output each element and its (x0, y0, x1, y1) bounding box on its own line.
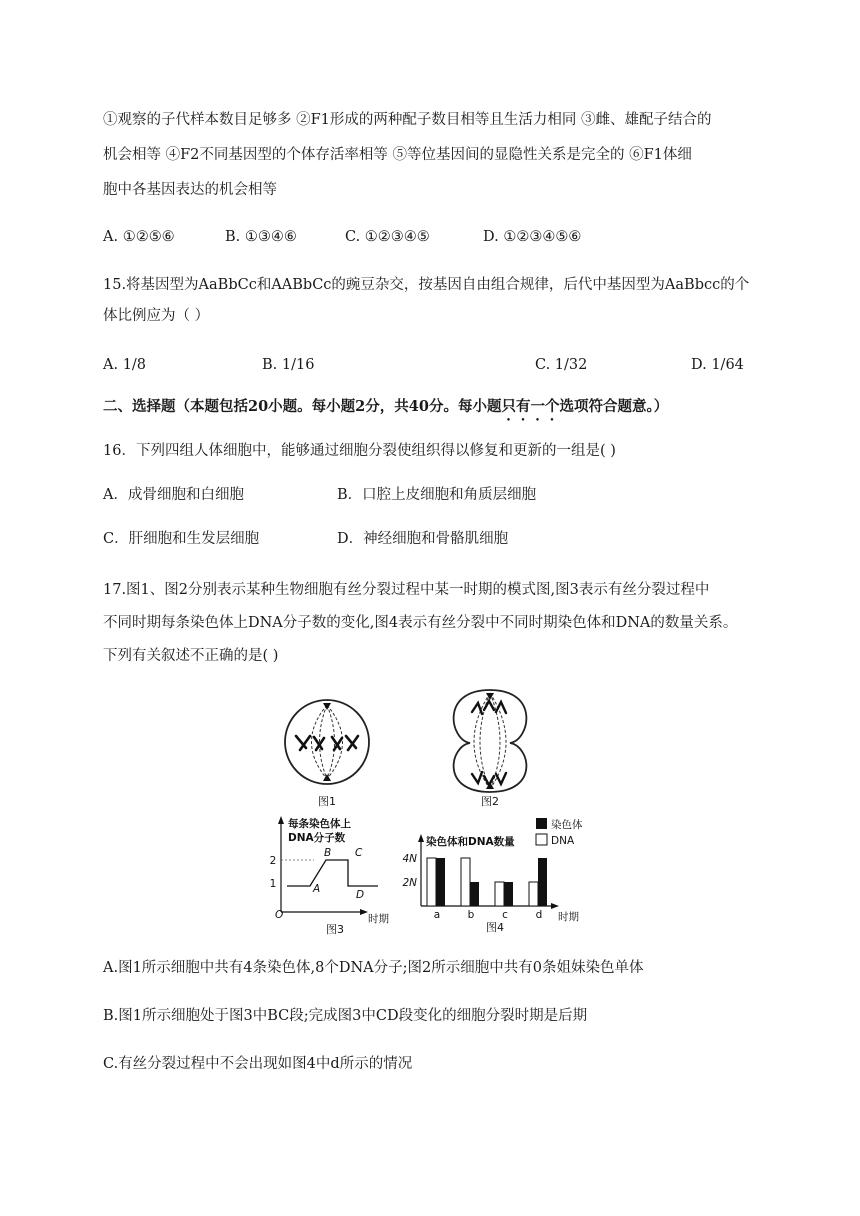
fig3-line (287, 860, 378, 886)
fig3-point-c: C (355, 847, 363, 859)
figure-1-cell (285, 700, 369, 784)
fig3-x-arrow (360, 909, 368, 915)
fig4-x-arrow (551, 903, 559, 909)
fig3-ylabel-1: 每条染色体上 (288, 818, 351, 830)
fig4-bar-dna-d (529, 882, 538, 906)
q16-option-a[interactable]: A．成骨细胞和白细胞 (103, 487, 244, 503)
q15-option-c[interactable]: C. 1/32 (535, 357, 588, 373)
q17-line-1: 17.图1、图2分别表示某种生物细胞有丝分裂过程中某一时期的模式图,图3表示有丝分裂过程中 (103, 582, 710, 598)
fig4-cat-b: b (467, 909, 475, 921)
q14-option-b[interactable]: B. ①③④⑥ (225, 229, 297, 245)
fig4-bar-dna-c (495, 882, 504, 906)
q16-option-c[interactable]: C．肝细胞和生发层细胞 (103, 531, 260, 547)
q17-line-2: 不同时期每条染色体上DNA分子数的变化,图4表示有丝分裂中不同时期染色体和DNA的数量关系。 (103, 615, 738, 631)
q15-option-b[interactable]: B. 1/16 (262, 357, 315, 373)
q17-option-b[interactable]: B.图1所示细胞处于图3中BC段;完成图3中CD段变化的细胞分裂时期是后期 (103, 1008, 588, 1024)
fig3-xlabel: 时期 (368, 913, 389, 925)
fig3-ylabel-2: DNA分子数 (288, 832, 346, 844)
fig3-y-arrow (278, 816, 284, 824)
fig3-point-d: D (356, 889, 365, 901)
section-heading-part-1: 二、选择题（本题包括20小题。每小题2分，共40分。每小题 (103, 398, 502, 415)
q17-option-c[interactable]: C.有丝分裂过程中不会出现如图4中d所示的情况 (103, 1056, 413, 1072)
section-heading-emphasis: 只有一个 (501, 398, 560, 415)
legend-chromosome-swatch (536, 818, 547, 829)
fig3-caption: 图3 (326, 923, 344, 936)
fig3-point-b: B (324, 847, 332, 859)
q14-line-1: ①观察的子代样本数目足够多 ②F1形成的两种配子数目相等且生活力相同 ③雌、雄配子结合的 (103, 112, 712, 128)
fig3-point-a: A (313, 883, 321, 895)
q15-line-2: 体比例应为（ ） (103, 308, 210, 324)
fig4-ytick-2n: 2N (402, 877, 417, 889)
q15-option-d[interactable]: D. 1/64 (691, 357, 744, 373)
legend-dna-label: DNA (551, 835, 575, 847)
fig3-tick-2: 2 (269, 855, 277, 867)
fig4-cat-d: d (535, 909, 543, 921)
fig3-tick-1: 1 (269, 878, 277, 890)
q14-line-2: 机会相等 ④F2不同基因型的个体存活率相等 ⑤等位基因间的显隐性关系是完全的 ⑥F1体细 (103, 147, 692, 163)
figure-3-chart (270, 816, 390, 936)
q14-option-c[interactable]: C. ①②③④⑤ (345, 229, 430, 245)
figure-2-cell (454, 690, 527, 792)
q15-option-a[interactable]: A. 1/8 (103, 357, 147, 373)
q16-stem: 16．下列四组人体细胞中，能够通过细胞分裂使组织得以修复和更新的一组是( ) (103, 443, 616, 459)
fig4-bar-dna-a (427, 858, 436, 906)
fig4-cat-a: a (433, 909, 441, 921)
fig4-y-arrow (418, 834, 424, 842)
fig4-bar-chromosome-a (436, 858, 445, 906)
section-heading-part-2: 选项符合题意。） (559, 398, 669, 415)
q16-option-d[interactable]: D．神经细胞和骨骼肌细胞 (337, 531, 509, 547)
fig3-origin: O (275, 909, 284, 921)
q16-option-b[interactable]: B．口腔上皮细胞和角质层细胞 (337, 487, 537, 503)
q14-option-a[interactable]: A. ①②⑤⑥ (103, 229, 175, 245)
fig4-title: 染色体和DNA数量 (426, 836, 515, 848)
figure-2-caption: 图2 (481, 795, 499, 808)
fig4-bar-dna-b (461, 858, 470, 906)
figure-1-caption: 图1 (318, 795, 336, 808)
figure-4-chart (402, 818, 583, 934)
legend-dna-swatch (536, 834, 547, 845)
fig4-ytick-4n: 4N (402, 853, 417, 865)
fig4-cat-c: c (502, 909, 508, 921)
fig4-bar-chromosome-b (470, 882, 479, 906)
q14-line-3: 胞中各基因表达的机会相等 (103, 182, 277, 198)
fig4-bar-chromosome-c (504, 882, 513, 906)
legend-chromosome-label: 染色体 (551, 819, 583, 831)
fig4-xlabel: 时期 (558, 911, 579, 923)
fig4-bar-chromosome-d (538, 858, 547, 906)
q17-line-3: 下列有关叙述不正确的是( ) (103, 648, 279, 664)
q15-line-1: 15.将基因型为AaBbCc和AABbCc的豌豆杂交，按基因自由组合规律，后代中基因型为AaBbcc的个 (103, 277, 750, 293)
fig4-caption: 图4 (486, 921, 504, 934)
fig4-bars (427, 858, 547, 906)
q17-option-a[interactable]: A.图1所示细胞中共有4条染色体,8个DNA分子;图2所示细胞中共有0条姐妹染色单体 (103, 960, 644, 976)
q14-option-d[interactable]: D. ①②③④⑤⑥ (483, 229, 582, 245)
